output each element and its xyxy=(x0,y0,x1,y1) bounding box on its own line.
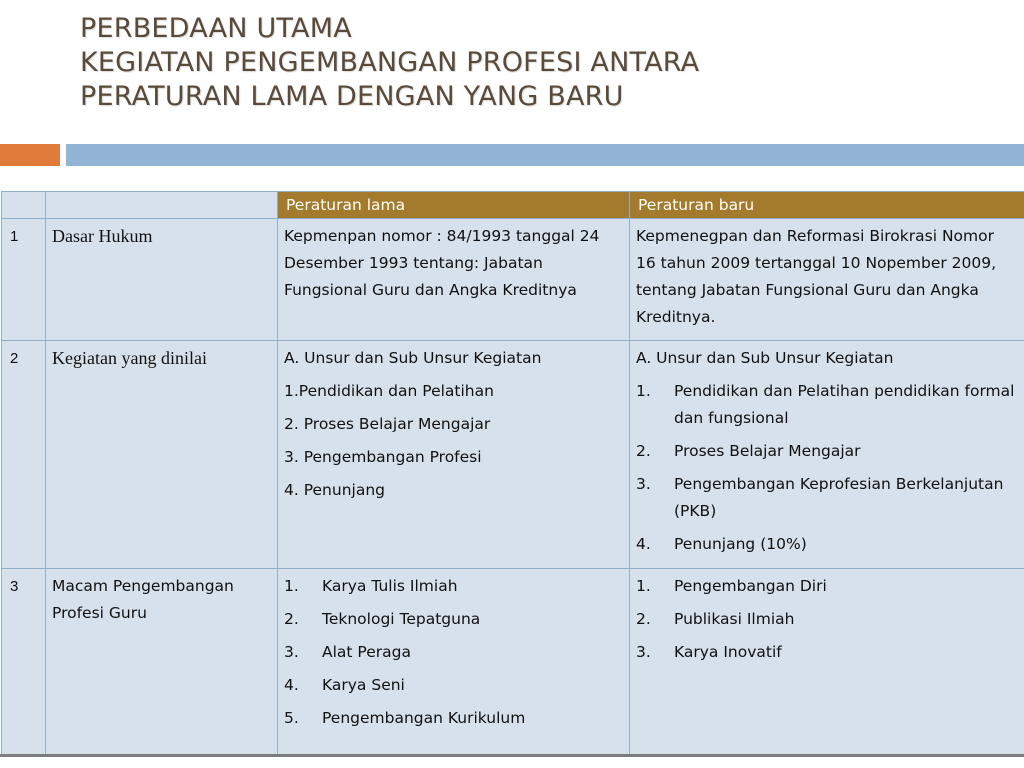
list-number: 1. xyxy=(284,577,299,595)
title-line-1: PERBEDAAN UTAMA xyxy=(80,13,352,44)
list-item xyxy=(636,438,1018,465)
list-number: 2. xyxy=(284,610,299,628)
old-line: 2. Proses Belajar Mengajar xyxy=(284,415,491,433)
row-aspect: Kegiatan yang dinilai xyxy=(46,341,278,569)
list-text: Pengembangan Keprofesian Berkelanjutan (PKB) xyxy=(674,475,1004,520)
new-list xyxy=(636,573,1018,666)
cell-old: Kepmenpan nomor : 84/1993 tanggal 24 Desember 1993 tentang: Jabatan Fungsional Guru dan Angka Kreditnya xyxy=(278,219,630,341)
header-old: Peraturan lama xyxy=(278,192,630,219)
list-item xyxy=(636,531,1018,558)
cell-old xyxy=(278,341,630,569)
list-number: 2. xyxy=(636,442,651,460)
list-text: Publikasi Ilmiah xyxy=(674,610,795,628)
old-list xyxy=(284,573,623,732)
table-row xyxy=(2,219,1024,341)
table-header-row xyxy=(2,192,1024,219)
list-item xyxy=(284,606,623,633)
list-number: 4. xyxy=(636,535,651,553)
list-item xyxy=(636,639,1018,666)
accent-bar-orange xyxy=(0,144,60,166)
list-item xyxy=(636,573,1018,600)
list-text: Penunjang (10%) xyxy=(674,535,807,553)
header-new: Peraturan baru xyxy=(630,192,1024,219)
row-aspect: Macam Pengembangan Profesi Guru xyxy=(46,569,278,755)
new-heading: A. Unsur dan Sub Unsur Kegiatan xyxy=(636,349,894,367)
list-text: Proses Belajar Mengajar xyxy=(674,442,861,460)
list-text: Karya Tulis Ilmiah xyxy=(322,577,458,595)
comparison-table xyxy=(1,191,1024,755)
cell-new xyxy=(630,569,1024,755)
table-row xyxy=(2,569,1024,755)
list-number: 5. xyxy=(284,709,299,727)
old-line: 4. Penunjang xyxy=(284,481,385,499)
title-line-3: PERATURAN LAMA DENGAN YANG BARU xyxy=(80,81,624,112)
list-item xyxy=(636,378,1018,432)
list-text: Alat Peraga xyxy=(322,643,411,661)
row-aspect: Dasar Hukum xyxy=(46,219,278,341)
header-blank-no xyxy=(2,192,46,219)
list-item xyxy=(284,672,623,699)
list-number: 4. xyxy=(284,676,299,694)
old-line: 3. Pengembangan Profesi xyxy=(284,448,482,466)
list-item xyxy=(284,705,623,732)
list-item xyxy=(284,573,623,600)
old-line: A. Unsur dan Sub Unsur Kegiatan xyxy=(284,349,542,367)
row-number: 2 xyxy=(2,341,46,569)
list-text: Pengembangan Kurikulum xyxy=(322,709,526,727)
list-text: Pengembangan Diri xyxy=(674,577,827,595)
bottom-divider xyxy=(0,754,1024,757)
list-number: 3. xyxy=(284,643,299,661)
list-number: 1. xyxy=(636,577,651,595)
row-number: 1 xyxy=(2,219,46,341)
slide-title xyxy=(80,12,699,114)
list-number: 3. xyxy=(636,643,651,661)
new-list xyxy=(636,378,1018,558)
table-row xyxy=(2,341,1024,569)
list-text: Pendidikan dan Pelatihan pendidikan formal dan fungsional xyxy=(674,382,1015,427)
accent-bar-blue xyxy=(66,144,1024,166)
cell-old xyxy=(278,569,630,755)
list-item xyxy=(636,471,1018,525)
list-item xyxy=(636,606,1018,633)
list-number: 1. xyxy=(636,382,651,400)
row-number: 3 xyxy=(2,569,46,755)
list-text: Karya Seni xyxy=(322,676,405,694)
list-item xyxy=(284,639,623,666)
list-number: 2. xyxy=(636,610,651,628)
list-text: Teknologi Tepatguna xyxy=(322,610,481,628)
title-line-2: KEGIATAN PENGEMBANGAN PROFESI ANTARA xyxy=(80,47,700,78)
list-text: Karya Inovatif xyxy=(674,643,782,661)
header-blank-aspect xyxy=(46,192,278,219)
old-line: 1.Pendidikan dan Pelatihan xyxy=(284,382,494,400)
cell-new: Kepmenegpan dan Reformasi Birokrasi Nomor 16 tahun 2009 tertanggal 10 Nopember 2009, tentang Jabatan Fungsional Guru dan Angka Kreditnya. xyxy=(630,219,1024,341)
cell-new xyxy=(630,341,1024,569)
list-number: 3. xyxy=(636,475,651,493)
